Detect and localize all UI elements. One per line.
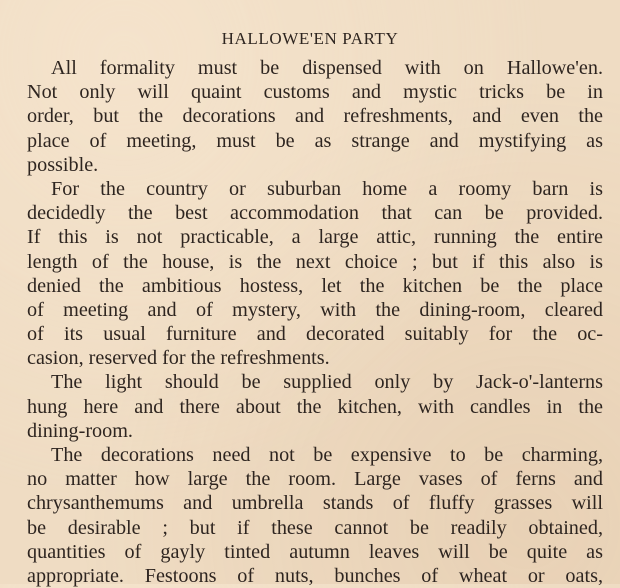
text-line: appropriate. Festoons of nuts, bunches of wheat or oats, [27,564,603,587]
text-line: of meeting and of mystery, with the dining-room, cleared [27,298,603,321]
text-line: of its usual furniture and decorated suitably for the oc- [27,323,603,346]
text-line: chrysanthemums and umbrella stands of fluffy grasses will [27,492,603,515]
text-line: possible. [27,153,99,176]
text-line: dining-room. [27,419,133,442]
text-line: no matter how large the room. Large vases of ferns and [27,468,603,491]
text-line: hung here and there about the kitchen, with candles in the [27,395,603,418]
text-line: If this is not practicable, a large attic, running the entire [27,226,603,249]
text-line: Not only will quaint customs and mystic tricks be in [27,81,603,104]
text-line: place of meeting, must be as strange and mystifying as [27,129,603,152]
text-line: decidedly the best accommodation that can be provided. [27,202,603,225]
text-line: All formality must be dispensed with on Hallowe'en. [51,57,603,79]
text-line: quantities of gayly tinted autumn leaves will be quite as [27,540,603,563]
text-line: order, but the decorations and refreshments, and even the [27,105,603,128]
text-line: The decorations need not be expensive to be charming, [51,444,603,466]
text-line: casion, reserved for the refreshments. [27,347,330,370]
page-title: HALLOWE'EN PARTY [221,29,399,48]
text-line: length of the house, is the next choice ; but if this also is [27,250,603,273]
text-line: For the country or suburban home a roomy barn is [51,177,603,200]
body-text [27,56,603,588]
text-line: be desirable ; but if these cannot be readily obtained, [27,516,603,539]
text-line: denied the ambitious hostess, let the kitchen be the place [27,274,603,297]
text-line: The light should be supplied only by Jack-o'-lanterns [51,371,603,394]
